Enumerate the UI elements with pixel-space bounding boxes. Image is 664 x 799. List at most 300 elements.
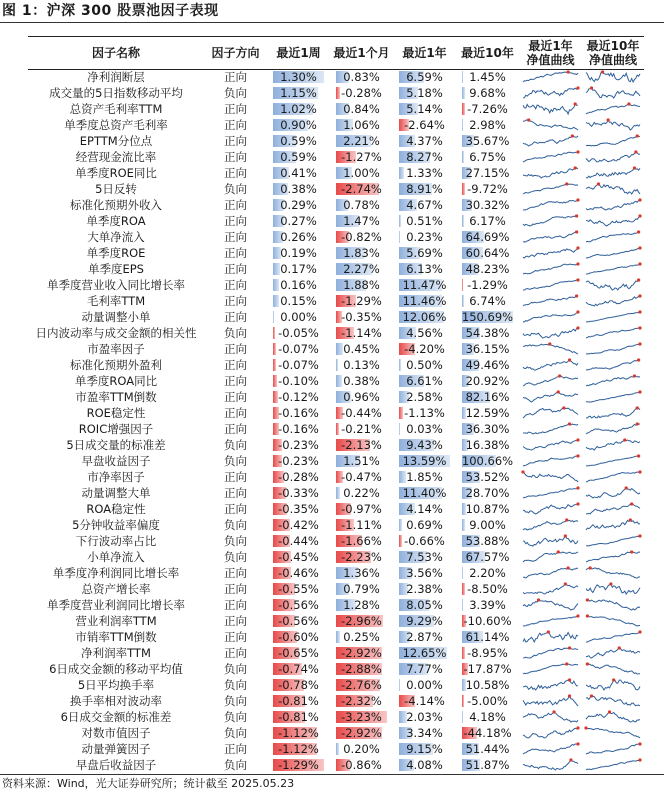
return-value: -3.23%: [341, 710, 382, 724]
return-cell-y1: [393, 421, 456, 437]
nav-line: [586, 88, 640, 98]
nav-sparkline: [582, 549, 644, 565]
return-cell-y1: [393, 741, 456, 757]
return-value: -0.78%: [278, 678, 319, 692]
return-cell-m1: [330, 709, 393, 725]
factor-name: 单季度ROE: [86, 246, 146, 260]
return-cell-y10: [456, 101, 519, 117]
nav-sparkline: [582, 197, 644, 213]
return-cell-y1: [393, 85, 456, 101]
return-value: -0.16%: [278, 406, 319, 420]
return-value: 0.59%: [280, 150, 317, 164]
nav-sparkline: [582, 565, 644, 581]
return-value: -0.74%: [278, 662, 319, 676]
return-value: 2.87%: [406, 630, 443, 644]
return-cell-w1: [267, 645, 330, 661]
return-value: 13.59%: [402, 454, 447, 468]
nav-line: [523, 392, 578, 402]
return-cell-m1: [330, 245, 393, 261]
nav-sparkline: [519, 677, 582, 693]
nav-line: [586, 472, 640, 482]
return-value: 3.34%: [406, 726, 443, 740]
return-cell-w1: [267, 517, 330, 533]
return-cell-y1: [393, 293, 456, 309]
return-value: -0.12%: [278, 390, 319, 404]
nav-peak-marker: [576, 278, 579, 281]
return-cell-y1: [393, 565, 456, 581]
return-value: 1.85%: [406, 470, 443, 484]
return-value: 60.64%: [465, 246, 510, 260]
table-row: [28, 581, 644, 597]
nav-peak-marker: [571, 134, 574, 137]
nav-sparkline: [519, 181, 582, 197]
return-value: 7.53%: [406, 550, 443, 564]
nav-sparkline: [582, 725, 644, 741]
factor-name: 营业利润率TTM: [75, 614, 157, 628]
return-cell-y1: [393, 725, 456, 741]
nav-peak-marker: [629, 518, 632, 521]
factor-direction: 正向: [224, 502, 247, 516]
return-cell-y10: [456, 389, 519, 405]
return-cell-w1: [267, 485, 330, 501]
nav-line: [586, 568, 640, 578]
return-cell-y1: [393, 181, 456, 197]
nav-sparkline: [582, 677, 644, 693]
factor-name: 5日平均换手率: [77, 678, 155, 692]
factor-name: 总资产毛利率TTM: [69, 102, 163, 116]
factor-direction: 负向: [224, 710, 247, 724]
nav-line: [586, 584, 640, 594]
return-value: 1.06%: [343, 118, 380, 132]
nav-peak-marker: [638, 742, 641, 745]
return-value: 0.19%: [280, 246, 317, 260]
return-value: -0.07%: [278, 358, 319, 372]
table-row: [28, 85, 644, 101]
factor-direction: 正向: [224, 614, 247, 628]
return-value: 12.65%: [402, 646, 447, 660]
nav-sparkline: [519, 325, 582, 341]
nav-peak-marker: [638, 310, 641, 313]
return-value: 0.16%: [280, 278, 317, 292]
return-value: 8.05%: [406, 598, 443, 612]
nav-line: [586, 296, 640, 306]
table-row: [28, 357, 644, 373]
return-value: 11.47%: [402, 278, 447, 292]
nav-peak-marker: [569, 758, 572, 761]
factor-direction: 正向: [224, 630, 247, 644]
nav-peak-marker: [558, 374, 561, 377]
nav-sparkline: [519, 309, 582, 325]
factor-direction: 正向: [224, 566, 247, 580]
nav-sparkline: [519, 229, 582, 245]
nav-sparkline: [582, 517, 644, 533]
nav-sparkline: [519, 709, 582, 725]
nav-peak-marker: [557, 390, 560, 393]
return-cell-w1: [267, 165, 330, 181]
nav-peak-marker: [576, 438, 579, 441]
nav-sparkline: [582, 597, 644, 613]
nav-line: [523, 344, 578, 354]
nav-sparkline: [582, 229, 644, 245]
factor-direction: 正向: [224, 422, 247, 436]
table-row: [28, 453, 644, 469]
return-cell-w1: [267, 245, 330, 261]
nav-line: [586, 104, 640, 114]
nav-sparkline: [582, 453, 644, 469]
return-cell-y10: [456, 485, 519, 501]
return-cell-y1: [393, 597, 456, 613]
factor-name: 单季度营业收入同比增长率: [47, 278, 185, 292]
nav-line: [523, 184, 578, 194]
return-value: 6.75%: [469, 150, 506, 164]
return-value: 5.14%: [406, 102, 443, 116]
factor-direction: 负向: [224, 694, 247, 708]
return-value: 0.38%: [343, 374, 380, 388]
nav-line: [586, 712, 640, 722]
table-row: [28, 229, 644, 245]
return-cell-w1: [267, 261, 330, 277]
nav-peak-marker: [568, 694, 571, 697]
return-cell-y1: [393, 277, 456, 293]
return-cell-m1: [330, 517, 393, 533]
return-cell-y10: [456, 533, 519, 549]
return-cell-w1: [267, 101, 330, 117]
factor-direction: 正向: [224, 310, 247, 324]
header-10y-nav-curve: 最近10年 净值曲线: [586, 39, 640, 67]
table-row: [28, 165, 644, 181]
return-cell-y1: [393, 533, 456, 549]
return-value: 53.88%: [465, 534, 510, 548]
factor-direction: 正向: [224, 70, 247, 84]
return-cell-y1: [393, 229, 456, 245]
return-cell-m1: [330, 405, 393, 421]
nav-peak-marker: [612, 678, 615, 681]
factor-direction: 正向: [224, 406, 247, 420]
return-value: 0.96%: [343, 390, 380, 404]
header-1y: 最近1年: [402, 46, 447, 60]
nav-peak-marker: [576, 310, 579, 313]
return-cell-y10: [456, 261, 519, 277]
nav-sparkline: [519, 389, 582, 405]
nav-peak-marker: [576, 614, 579, 617]
table-row: [28, 101, 644, 117]
return-cell-y1: [393, 101, 456, 117]
return-value: 0.26%: [280, 230, 317, 244]
return-cell-w1: [267, 501, 330, 517]
return-cell-y10: [456, 85, 519, 101]
table-row: [28, 645, 644, 661]
return-value: 1.00%: [343, 166, 380, 180]
return-cell-m1: [330, 469, 393, 485]
table-row: [28, 517, 644, 533]
footer-divider: [0, 774, 664, 775]
factor-name: 早盘后收益因子: [75, 758, 157, 772]
return-cell-y1: [393, 453, 456, 469]
factor-direction: 正向: [224, 470, 247, 484]
header-10y: 最近10年: [461, 46, 514, 60]
return-cell-w1: [267, 757, 330, 773]
return-value: -0.35%: [278, 502, 319, 516]
return-cell-y10: [456, 757, 519, 773]
nav-peak-marker: [552, 710, 555, 713]
nav-sparkline: [519, 117, 582, 133]
nav-line: [523, 664, 578, 674]
return-cell-y1: [393, 133, 456, 149]
table-row: [28, 725, 644, 741]
return-value: 8.27%: [406, 150, 443, 164]
factor-direction: 正向: [224, 230, 247, 244]
return-value: -2.88%: [341, 662, 382, 676]
nav-sparkline: [519, 597, 582, 613]
return-cell-w1: [267, 533, 330, 549]
return-cell-y10: [456, 709, 519, 725]
return-cell-w1: [267, 549, 330, 565]
return-cell-m1: [330, 757, 393, 773]
nav-sparkline: [582, 213, 644, 229]
return-value: 1.28%: [343, 598, 380, 612]
nav-peak-marker: [576, 86, 579, 89]
return-cell-y1: [393, 261, 456, 277]
nav-sparkline: [519, 197, 582, 213]
nav-peak-marker: [574, 166, 577, 169]
return-value: -0.23%: [278, 454, 319, 468]
nav-line: [586, 488, 640, 498]
nav-line: [523, 232, 578, 242]
nav-peak-marker: [590, 86, 593, 89]
return-cell-y10: [456, 581, 519, 597]
return-value: 1.36%: [343, 566, 380, 580]
return-cell-m1: [330, 261, 393, 277]
factor-name: 单季度总资产毛利率: [64, 118, 168, 132]
return-cell-m1: [330, 341, 393, 357]
return-cell-w1: [267, 341, 330, 357]
return-value: -1.13%: [404, 406, 445, 420]
table-row: [28, 613, 644, 629]
nav-line: [586, 136, 640, 146]
return-cell-m1: [330, 421, 393, 437]
return-cell-m1: [330, 277, 393, 293]
nav-line: [586, 680, 640, 690]
nav-sparkline: [519, 533, 582, 549]
return-value: 2.20%: [469, 566, 506, 580]
return-cell-w1: [267, 405, 330, 421]
table-row: [28, 629, 644, 645]
nav-line: [523, 488, 578, 498]
return-value: 1.30%: [280, 70, 317, 84]
return-cell-w1: [267, 693, 330, 709]
return-value: 36.30%: [465, 422, 510, 436]
table-row: [28, 373, 644, 389]
table-row: [28, 277, 644, 293]
factor-name: 5分钟收益率偏度: [72, 518, 160, 532]
return-value: -1.12%: [278, 742, 319, 756]
table-row: [28, 533, 644, 549]
nav-sparkline: [519, 277, 582, 293]
return-cell-m1: [330, 581, 393, 597]
return-cell-m1: [330, 485, 393, 501]
nav-line: [586, 536, 640, 546]
factor-name: ROE稳定性: [86, 406, 146, 420]
return-cell-w1: [267, 597, 330, 613]
nav-sparkline: [519, 581, 582, 597]
return-value: 82.16%: [465, 390, 510, 404]
return-value: 1.02%: [280, 102, 317, 116]
nav-sparkline: [519, 453, 582, 469]
table-row: [28, 213, 644, 229]
return-value: 0.83%: [343, 70, 380, 84]
nav-line: [523, 328, 578, 338]
factor-direction: 正向: [224, 358, 247, 372]
nav-sparkline: [519, 149, 582, 165]
return-value: 35.67%: [465, 134, 510, 148]
nav-line: [586, 312, 640, 322]
nav-line: [523, 280, 578, 290]
return-cell-y10: [456, 229, 519, 245]
return-value: 3.56%: [406, 566, 443, 580]
header-1w: 最近1周: [276, 46, 321, 60]
nav-peak-marker: [638, 214, 641, 217]
table-row: [28, 117, 644, 133]
return-cell-y10: [456, 501, 519, 517]
nav-sparkline: [519, 565, 582, 581]
nav-line: [523, 440, 578, 450]
factor-direction: 正向: [224, 278, 247, 292]
return-value: 2.38%: [406, 582, 443, 596]
return-cell-y1: [393, 501, 456, 517]
nav-peak-marker: [638, 342, 641, 345]
return-cell-m1: [330, 677, 393, 693]
table-row: [28, 181, 644, 197]
nav-sparkline: [519, 421, 582, 437]
factor-direction: 正向: [224, 134, 247, 148]
nav-peak-marker: [584, 726, 587, 729]
nav-line: [586, 184, 640, 194]
factor-name: 5日反转: [95, 182, 137, 196]
return-value: -2.32%: [341, 694, 382, 708]
nav-line: [586, 216, 640, 226]
nav-peak-marker: [607, 118, 610, 121]
return-cell-m1: [330, 501, 393, 517]
return-value: -0.55%: [278, 582, 319, 596]
return-cell-w1: [267, 709, 330, 725]
return-cell-y10: [456, 373, 519, 389]
return-value: 9.43%: [406, 438, 443, 452]
return-value: 0.15%: [280, 294, 317, 308]
return-value: 1.15%: [280, 86, 317, 100]
factor-direction: 负向: [224, 454, 247, 468]
return-cell-m1: [330, 533, 393, 549]
return-cell-w1: [267, 581, 330, 597]
return-cell-y1: [393, 581, 456, 597]
nav-line: [523, 312, 578, 322]
factor-name: 5日成交量的标准差: [66, 438, 166, 452]
return-value: -0.60%: [278, 630, 319, 644]
return-cell-w1: [267, 565, 330, 581]
nav-line: [586, 760, 640, 770]
nav-line: [523, 760, 578, 770]
nav-line: [586, 616, 640, 626]
nav-line: [523, 136, 578, 146]
nav-line: [523, 712, 578, 722]
factor-name: 市盈率因子: [87, 342, 145, 356]
return-value: 61.14%: [465, 630, 510, 644]
nav-peak-marker: [576, 150, 579, 153]
nav-sparkline: [519, 549, 582, 565]
factor-name: 动量调整小单: [81, 310, 151, 324]
return-cell-y1: [393, 405, 456, 421]
return-value: 4.37%: [406, 134, 443, 148]
return-value: -10.60%: [463, 614, 512, 628]
return-value: -8.50%: [467, 582, 508, 596]
nav-peak-marker: [630, 502, 633, 505]
nav-peak-marker: [638, 758, 641, 761]
factor-name: 单季度净利润同比增长率: [52, 566, 180, 580]
factor-name: 动量弹簧因子: [81, 742, 151, 756]
nav-peak-marker: [521, 470, 524, 473]
nav-sparkline: [582, 437, 644, 453]
return-value: -0.05%: [278, 326, 319, 340]
factor-name: 日内波动率与成交金额的相关性: [35, 326, 197, 340]
nav-peak-marker: [589, 566, 592, 569]
return-cell-y1: [393, 485, 456, 501]
return-value: -0.66%: [404, 534, 445, 548]
factor-direction: 正向: [224, 214, 247, 228]
nav-sparkline: [519, 645, 582, 661]
table-row: [28, 501, 644, 517]
return-cell-m1: [330, 133, 393, 149]
return-cell-y10: [456, 597, 519, 613]
figure-title: 图 1：沪深 300 股票池因子表现: [2, 3, 219, 19]
nav-peak-marker: [568, 422, 571, 425]
header-factor-name: 因子名称: [91, 46, 140, 60]
return-cell-w1: [267, 149, 330, 165]
factor-name: 大单净流入: [87, 230, 145, 244]
return-cell-m1: [330, 725, 393, 741]
factor-name: 单季度ROA同比: [74, 374, 158, 388]
factor-direction: 负向: [224, 758, 247, 772]
return-cell-m1: [330, 741, 393, 757]
table-row: [28, 197, 644, 213]
return-value: -0.81%: [278, 710, 319, 724]
nav-sparkline: [582, 261, 644, 277]
return-value: -0.65%: [278, 646, 319, 660]
return-cell-w1: [267, 357, 330, 373]
return-cell-y1: [393, 149, 456, 165]
return-value: 0.29%: [280, 198, 317, 212]
return-value: -0.35%: [341, 310, 382, 324]
return-value: -0.44%: [278, 534, 319, 548]
return-value: 20.92%: [465, 374, 510, 388]
nav-sparkline: [582, 149, 644, 165]
factor-name: 成交量的5日指数移动平均: [49, 86, 183, 100]
factor-direction: 负向: [224, 678, 247, 692]
nav-peak-marker: [575, 230, 578, 233]
return-cell-m1: [330, 85, 393, 101]
return-value: 0.59%: [280, 134, 317, 148]
table-row: [28, 405, 644, 421]
factor-name: 净利润率TTM: [81, 646, 151, 660]
nav-line: [523, 120, 578, 130]
nav-line: [523, 296, 578, 306]
return-value: 0.84%: [343, 102, 380, 116]
return-cell-w1: [267, 181, 330, 197]
factor-name: 市净率因子: [87, 470, 145, 484]
nav-peak-marker: [638, 198, 641, 201]
return-value: -2.64%: [404, 118, 445, 132]
nav-peak-marker: [608, 710, 611, 713]
return-value: -0.23%: [278, 438, 319, 452]
factor-name: EPTTM分位点: [79, 134, 153, 148]
